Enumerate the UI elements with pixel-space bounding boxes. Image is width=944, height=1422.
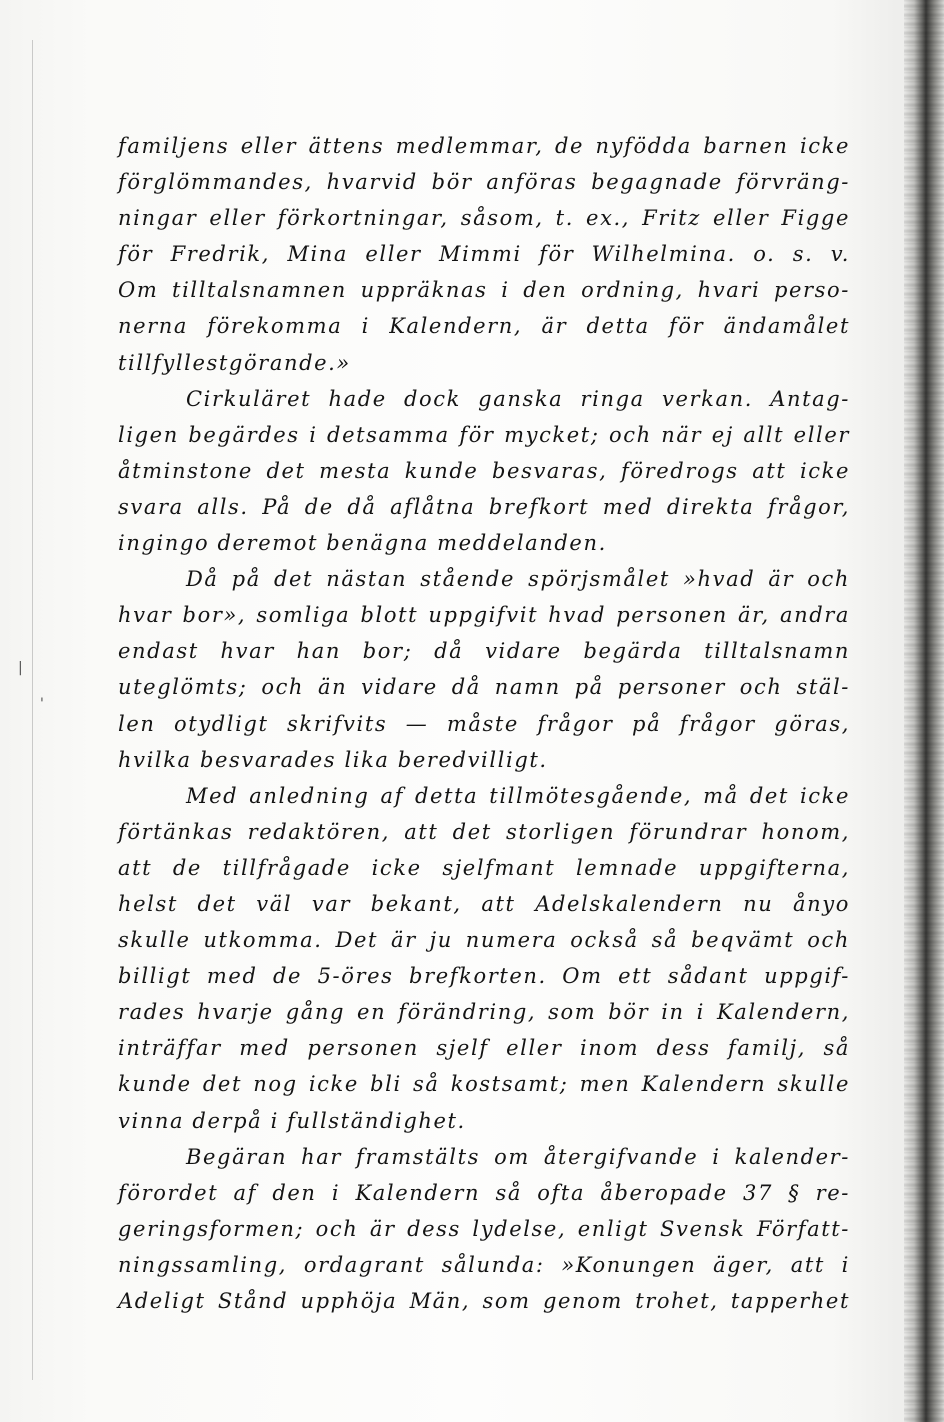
page-edge-line	[32, 40, 33, 1380]
text-line: att de tillfrågade icke sjelfmant lemnade uppgifterna,	[118, 855, 850, 880]
paragraph-first-line: Begäran har framstälts om återgifvande i kalender-	[186, 1144, 850, 1169]
text-line: endast hvar han bor; då vidare begärda tilltalsnamn	[118, 639, 850, 664]
text-line: förordet af den i Kalendern så ofta åberopade 37 § re-	[118, 1180, 850, 1205]
paragraph-first-line: Med anledning af detta tillmötesgående, må det icke	[186, 783, 850, 808]
text-line: inträffar med personen sjelf eller inom dess familj, så	[118, 1036, 850, 1061]
text-line: Om tilltalsnamnen uppräknas i den ordning, hvari perso-	[118, 278, 850, 303]
text-line: vinna derpå i fullständighet.	[118, 1108, 466, 1133]
text-line: åtminstone det mesta kunde besvaras, föredrogs att icke	[118, 458, 850, 483]
text-line: skulle utkomma. Det är ju numera också så beqvämt och	[118, 928, 850, 953]
text-line: förtänkas redaktören, att det storligen förundrar honom,	[118, 819, 850, 844]
body-text	[118, 128, 850, 1319]
text-line: hvilka besvarades lika beredvilligt.	[118, 747, 548, 772]
text-line: kunde det nog icke bli så kostsamt; men Kalendern skulle	[118, 1072, 850, 1097]
text-line: billigt med de 5-öres brefkorten. Om ett sådant uppgif-	[118, 964, 850, 989]
text-line: nerna förekomma i Kalendern, är detta för ändamålet	[118, 314, 850, 339]
text-line: uteglömts; och än vidare då namn på personer och stäl-	[118, 675, 850, 700]
text-line: ligen begärdes i detsamma för mycket; och när ej allt eller	[118, 422, 850, 447]
book-spine-shadow	[904, 0, 944, 1422]
text-line: geringsformen; och är dess lydelse, enligt Svensk Författ-	[118, 1216, 850, 1241]
text-line: förglömmandes, hvarvid bör anföras begagnade förvräng-	[118, 170, 850, 195]
text-line: ningssamling, ordagrant sålunda: »Konungen äger, att i	[118, 1252, 850, 1277]
text-line: tillfyllestgörande.»	[118, 350, 351, 375]
paragraph-first-line: Cirkuläret hade dock ganska ringa verkan. Antag-	[186, 386, 850, 411]
text-line: rades hvarje gång en förändring, som bör in i Kalendern,	[118, 1000, 850, 1025]
text-line: ningar eller förkortningar, såsom, t. ex., Fritz eller Figge	[118, 206, 850, 231]
text-line: helst det väl var bekant, att Adelskalendern nu ånyo	[118, 891, 850, 916]
margin-mark: |	[18, 660, 23, 676]
text-line: för Fredrik, Mina eller Mimmi för Wilhelmina. o. s. v.	[118, 242, 850, 267]
text-line: hvar bor», somliga blott uppgifvit hvad personen är, andra	[118, 603, 850, 628]
paragraph-first-line: Då på det nästan stående spörjsmålet »hvad är och	[186, 567, 850, 592]
text-line: ingingo deremot benägna meddelanden.	[118, 531, 607, 556]
text-line: len otydligt skrifvits — måste frågor på frågor göras,	[118, 711, 850, 736]
text-line: svara alls. På de då aflåtna brefkort med direkta frågor,	[118, 494, 850, 519]
text-line: familjens eller ättens medlemmar, de nyfödda barnen icke	[118, 134, 850, 158]
text-line: Adeligt Stånd upphöja Män, som genom trohet, tapperhet	[118, 1289, 850, 1313]
margin-mark: '	[40, 696, 44, 712]
